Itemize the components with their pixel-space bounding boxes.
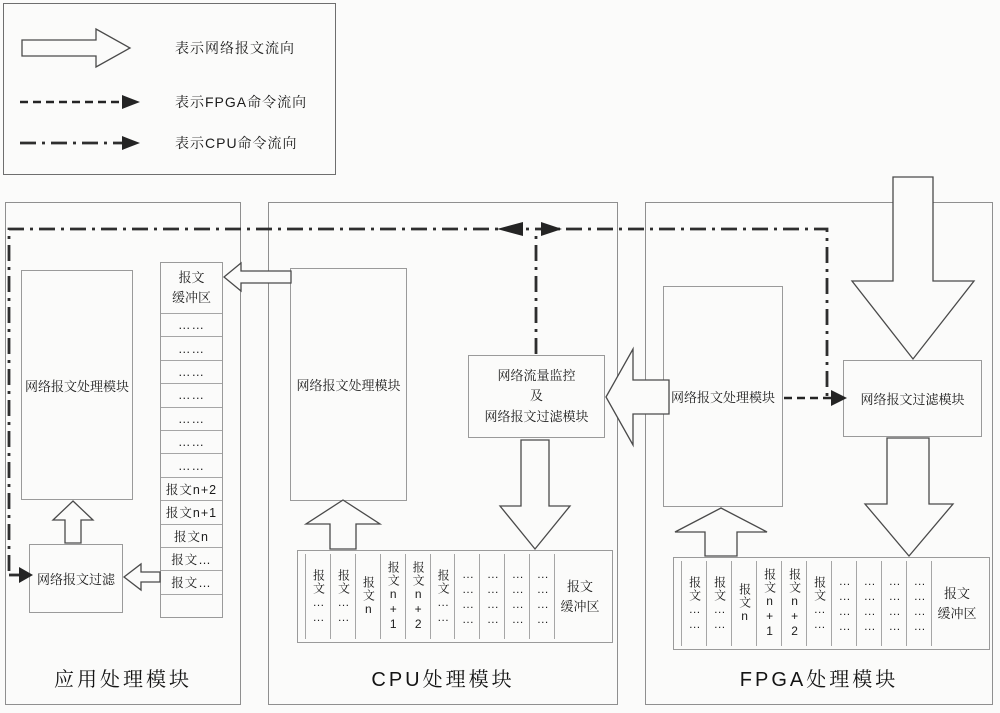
stack-cell: …… (161, 430, 222, 453)
fpga-packet-processor-label: 网络报文处理模块 (670, 390, 775, 405)
legend-label: 表示CPU命令流向 (175, 135, 298, 152)
legend-label: 表示FPGA命令流向 (175, 93, 308, 110)
fpga-packet-buffer (673, 557, 990, 650)
buffer-label-line: 报文 (943, 586, 970, 601)
cpu-packet-processor-box (290, 268, 407, 501)
buffer-cell: 报文n+2 (782, 561, 807, 646)
buffer-cell: ………… (455, 554, 480, 639)
stack-cell: …… (161, 360, 222, 383)
buffer-cell: 报文n+2 (406, 554, 431, 639)
buffer-cell: 报文n (732, 561, 757, 646)
cpu-packet-processor-label: 网络报文处理模块 (296, 378, 401, 393)
buffer-cell: ………… (480, 554, 505, 639)
buffer-cell: ………… (857, 561, 882, 646)
stack-cell: 报文… (161, 570, 222, 593)
monitor-box-line: 网络流量监控 (497, 368, 576, 384)
module-title-fpga: FPGA处理模块 (739, 669, 899, 691)
stack-cell (161, 594, 222, 617)
stack-cell: 报文… (161, 547, 222, 570)
buffer-cell: 报文n+1 (757, 561, 782, 646)
dashdot-arrow-icon (16, 133, 151, 153)
stack-cell: 报文n (161, 524, 222, 547)
stack-cell: 报文n+2 (161, 477, 222, 500)
app-packet-processor-box (21, 270, 133, 500)
fpga-packet-filter-box (843, 360, 982, 437)
buffer-label-line: 缓冲区 (937, 605, 977, 621)
buffer-cell: 报文…… (707, 561, 732, 646)
app-packet-filter-label: 网络报文过滤 (36, 572, 115, 587)
buffer-header-line: 报文 (178, 269, 205, 285)
buffer-header (161, 263, 222, 313)
legend-item-cpu-command-flow (16, 133, 329, 153)
module-title-cpu: CPU处理模块 (371, 669, 515, 691)
legend-item-fpga-command-flow (16, 92, 329, 112)
legend-label: 表示网络报文流向 (175, 39, 295, 56)
stack-cell: …… (161, 383, 222, 406)
fpga-packet-filter-label: 网络报文过滤模块 (860, 392, 965, 407)
buffer-cell: ………… (530, 554, 555, 639)
cpu-packet-buffer (297, 550, 613, 643)
app-packet-filter-box (29, 544, 123, 613)
fpga-packet-processor-box (663, 286, 783, 507)
buffer-label-line: 报文 (567, 579, 594, 594)
monitor-box-line: 及 (529, 388, 543, 404)
buffer-label (932, 561, 982, 646)
cpu-traffic-monitor-filter-box (468, 355, 605, 438)
buffer-cell: 报文…… (331, 554, 356, 639)
buffer-cell: 报文n (356, 554, 381, 639)
buffer-cell: ………… (832, 561, 857, 646)
app-packet-buffer-stack (160, 262, 223, 618)
buffer-cell: 报文…… (681, 561, 707, 646)
buffer-cell: 报文…… (431, 554, 456, 639)
buffer-cell: ………… (505, 554, 530, 639)
buffer-cell: 报文…… (305, 554, 331, 639)
buffer-header-line: 缓冲区 (171, 290, 211, 305)
stack-cell: …… (161, 336, 222, 359)
hollow-arrow-icon (16, 25, 151, 71)
stack-cell: …… (161, 407, 222, 430)
stack-cell: 报文n+1 (161, 500, 222, 523)
module-title-application: 应用处理模块 (54, 669, 192, 691)
buffer-cell: ………… (882, 561, 907, 646)
stack-cell: …… (161, 453, 222, 476)
legend-item-network-packet-flow (16, 25, 329, 71)
dashed-arrow-icon (16, 92, 151, 112)
app-packet-processor-label: 网络报文处理模块 (24, 378, 129, 394)
buffer-label-line: 缓冲区 (560, 598, 600, 614)
buffer-cell: ………… (907, 561, 932, 646)
buffer-cell: 报文…… (807, 561, 832, 646)
legend (3, 3, 336, 175)
stack-cell: …… (161, 313, 222, 336)
buffer-cell: 报文n+1 (381, 554, 406, 639)
buffer-label (555, 554, 605, 639)
monitor-box-line: 网络报文过滤模块 (484, 408, 589, 424)
